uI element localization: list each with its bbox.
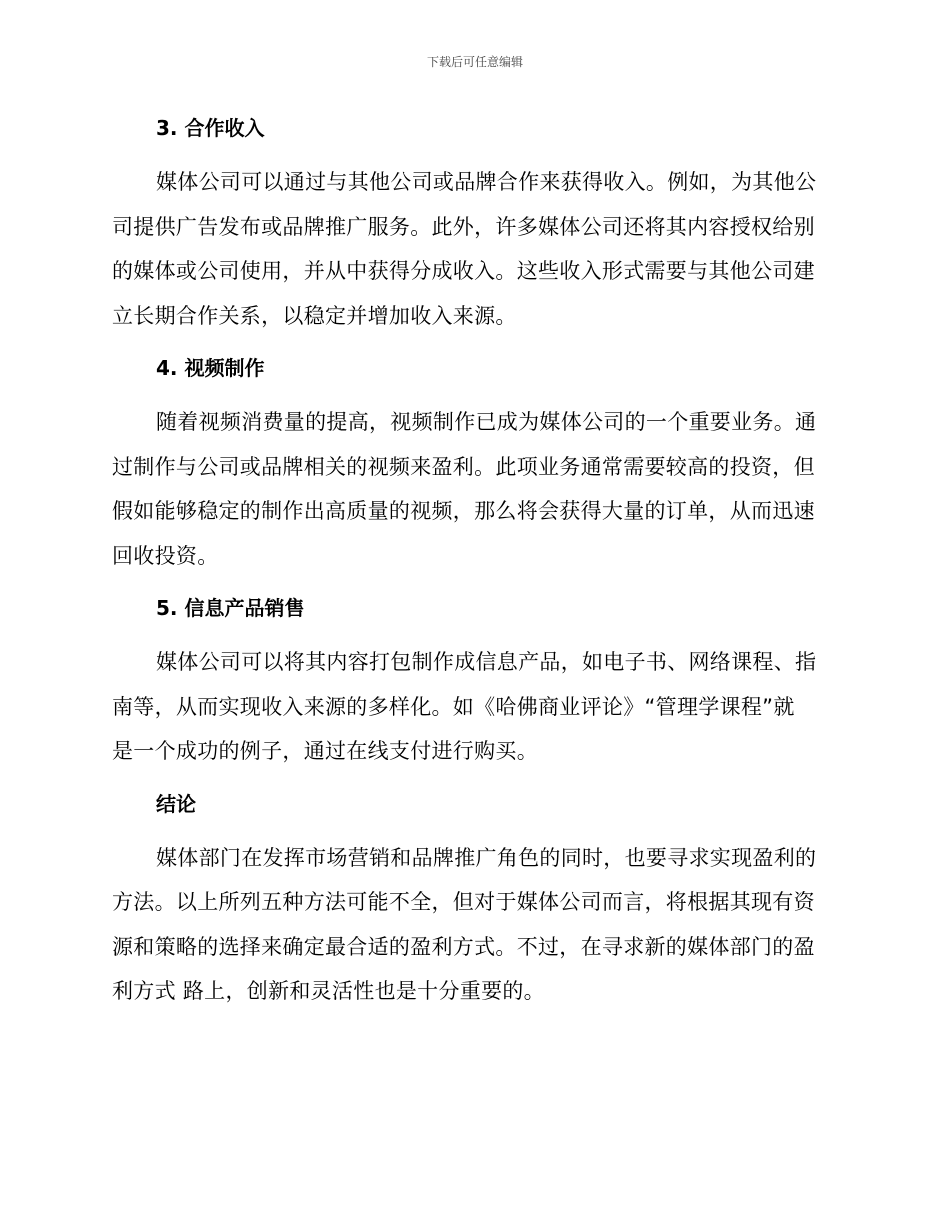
text-line: 过制作与公司或品牌相关的视频来盈利。此项业务通常需要较高的投资，但 (112, 454, 815, 479)
text-line: 随着视频消费量的提高，视频制作已成为媒体公司的一个重要业务。通 (156, 410, 817, 434)
text-line: 回收投资。 (112, 543, 219, 568)
page-header: 下载后可任意编辑 (426, 55, 523, 69)
text-line: 方法。以上所列五种方法可能不全，但对于媒体公司而言，将根据其现有资 (112, 890, 815, 914)
text-line: 媒体公司可以将其内容打包制作成信息产品，如电子书、网络课程、指 (156, 650, 817, 674)
section-info-product-sales (112, 588, 832, 784)
section-heading: 5. 信息产品销售 (156, 596, 305, 620)
paragraph (112, 400, 832, 578)
text-line: 南等，从而实现收入来源的多样化。如《哈佛商业评论》“管理学课程”就 (112, 694, 795, 719)
text-line: 利方式 路上，创新和灵活性也是十分重要的。 (112, 979, 545, 1003)
paragraph (112, 836, 832, 1014)
text-line: 司提供广告发布或品牌推广服务。此外，许多媒体公司还将其内容授权给别 (112, 214, 815, 239)
text-line: 是一个成功的例子，通过在线支付进行购买。 (112, 739, 538, 763)
section-video-production (112, 348, 832, 588)
text-line: 媒体部门在发挥市场营销和品牌推广角色的同时，也要寻求实现盈利的 (156, 845, 817, 870)
section-heading: 4. 视频制作 (156, 356, 265, 380)
section-heading: 结论 (156, 791, 196, 816)
text-line: 立长期合作关系，以稳定并增加收入来源。 (112, 303, 517, 328)
paragraph (112, 160, 832, 338)
paragraph (112, 640, 832, 774)
section-heading: 3. 合作收入 (156, 116, 265, 140)
document-body (112, 108, 832, 1014)
text-line: 假如能够稳定的制作出高质量的视频，那么将会获得大量的订单，从而迅速 (112, 499, 815, 523)
section-cooperation-income (112, 108, 832, 348)
text-line: 的媒体或公司使用，并从中获得分成收入。这些收入形式需要与其他公司建 (112, 259, 815, 283)
text-line: 媒体公司可以通过与其他公司或品牌合作来获得收入。例如，为其他公 (156, 170, 817, 194)
text-line: 源和策略的选择来确定最合适的盈利方式。不过，在寻求新的媒体部门的盈 (112, 934, 815, 959)
section-conclusion (112, 784, 832, 1014)
